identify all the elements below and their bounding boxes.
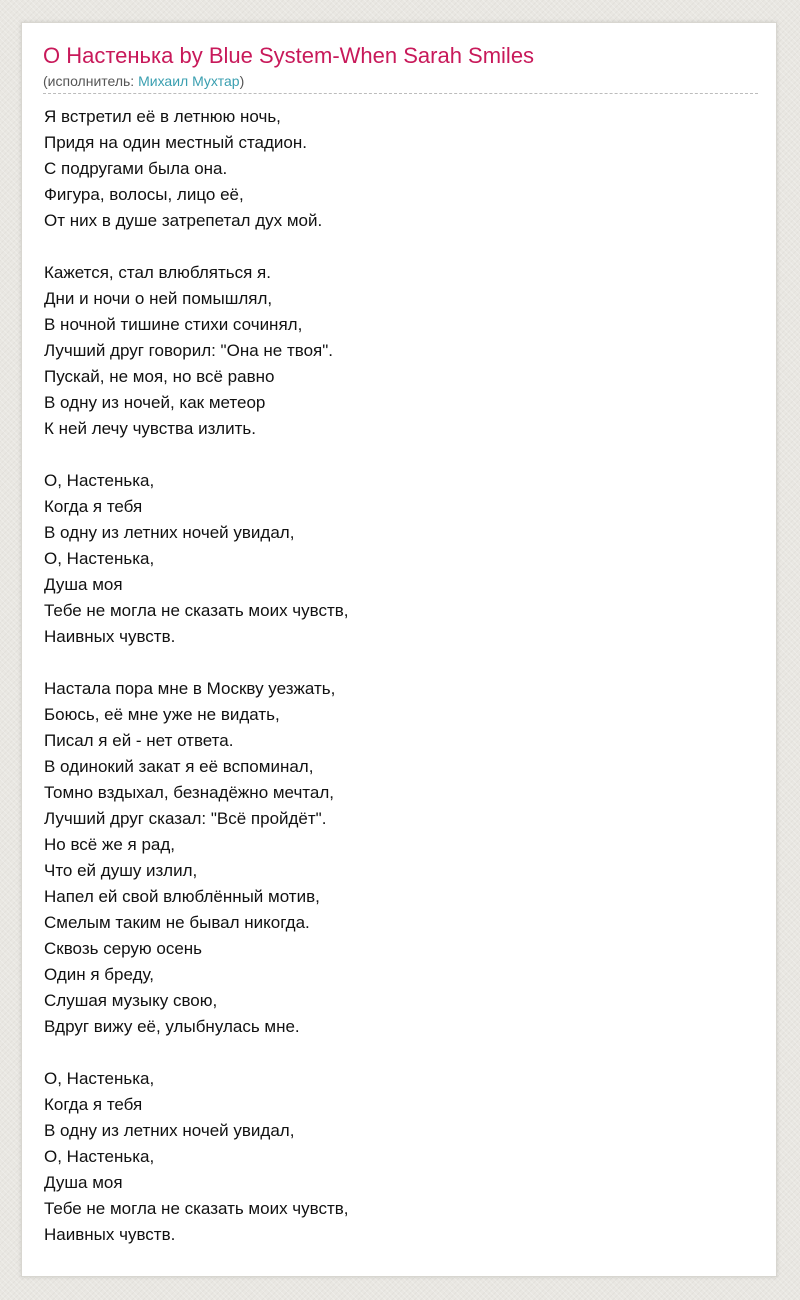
lyric-line: Вдруг вижу её, улыбнулась мне.	[44, 1017, 300, 1036]
lyric-line: Дни и ночи о ней помышлял,	[44, 289, 273, 308]
performer-prefix: (исполнитель:	[43, 73, 139, 89]
lyric-line: Когда я тебя	[44, 1095, 143, 1114]
lyric-line: Один я бреду,	[44, 965, 155, 984]
lyric-line: О, Настенька,	[44, 549, 155, 568]
lyrics-text	[44, 104, 744, 1248]
lyric-line: Кажется, стал влюбляться я.	[44, 263, 271, 282]
lyric-line: Лучший друг сказал: "Всё пройдёт".	[44, 809, 327, 828]
lyric-line: Я встретил её в летнюю ночь,	[44, 107, 281, 126]
lyric-line: С подругами была она.	[44, 159, 228, 178]
stanza-gap	[44, 650, 744, 676]
lyric-line: Сквозь серую осень	[44, 939, 203, 958]
lyric-line: В одну из ночей, как метеор	[44, 393, 266, 412]
lyric-line: О, Настенька,	[44, 1147, 155, 1166]
lyric-line: Но всё же я рад,	[44, 835, 176, 854]
lyric-line: В одну из летних ночей увидал,	[44, 523, 295, 542]
lyric-line: В одинокий закат я её вспоминал,	[44, 757, 314, 776]
performer-line	[43, 73, 244, 89]
lyric-line: Наивных чувств.	[44, 627, 176, 646]
lyric-line: Что ей душу излил,	[44, 861, 198, 880]
lyric-line: К ней лечу чувства излить.	[44, 419, 256, 438]
stanza-gap	[44, 442, 744, 468]
lyric-line: Когда я тебя	[44, 497, 143, 516]
lyric-line: От них в душе затрепетал дух мой.	[44, 211, 323, 230]
artist-link[interactable]: Михаил Мухтар	[138, 73, 240, 89]
lyric-line: Наивных чувств.	[44, 1225, 176, 1244]
lyric-line: Тебе не могла не сказать моих чувств,	[44, 601, 349, 620]
lyric-line: В ночной тишине стихи сочинял,	[44, 315, 303, 334]
lyric-line: Тебе не могла не сказать моих чувств,	[44, 1199, 349, 1218]
lyric-line: Душа моя	[44, 1173, 123, 1192]
lyric-line: О, Настенька,	[44, 471, 155, 490]
lyric-line: О, Настенька,	[44, 1069, 155, 1088]
lyric-line: Пускай, не моя, но всё равно	[44, 367, 275, 386]
stanza-gap	[44, 1040, 744, 1066]
lyric-line: Смелым таким не бывал никогда.	[44, 913, 310, 932]
dashed-divider	[43, 93, 758, 94]
lyric-line: Напел ей свой влюблённый мотив,	[44, 887, 320, 906]
lyric-line: Слушая музыку свою,	[44, 991, 218, 1010]
lyrics-card	[21, 22, 777, 1277]
lyric-line: Писал я ей - нет ответа.	[44, 731, 234, 750]
lyric-line: Душа моя	[44, 575, 123, 594]
lyric-line: Лучший друг говорил: "Она не твоя".	[44, 341, 333, 360]
lyric-line: Боюсь, её мне уже не видать,	[44, 705, 280, 724]
lyric-line: Фигура, волосы, лицо её,	[44, 185, 244, 204]
lyric-line: Настала пора мне в Москву уезжать,	[44, 679, 336, 698]
lyric-line: Придя на один местный стадион.	[44, 133, 307, 152]
lyric-line: Томно вздыхал, безнадёжно мечтал,	[44, 783, 334, 802]
lyric-line: В одну из летних ночей увидал,	[44, 1121, 295, 1140]
page-title: О Настенька by Blue System-When Sarah Smiles	[43, 43, 535, 68]
performer-suffix: )	[239, 73, 245, 89]
stanza-gap	[44, 234, 744, 260]
